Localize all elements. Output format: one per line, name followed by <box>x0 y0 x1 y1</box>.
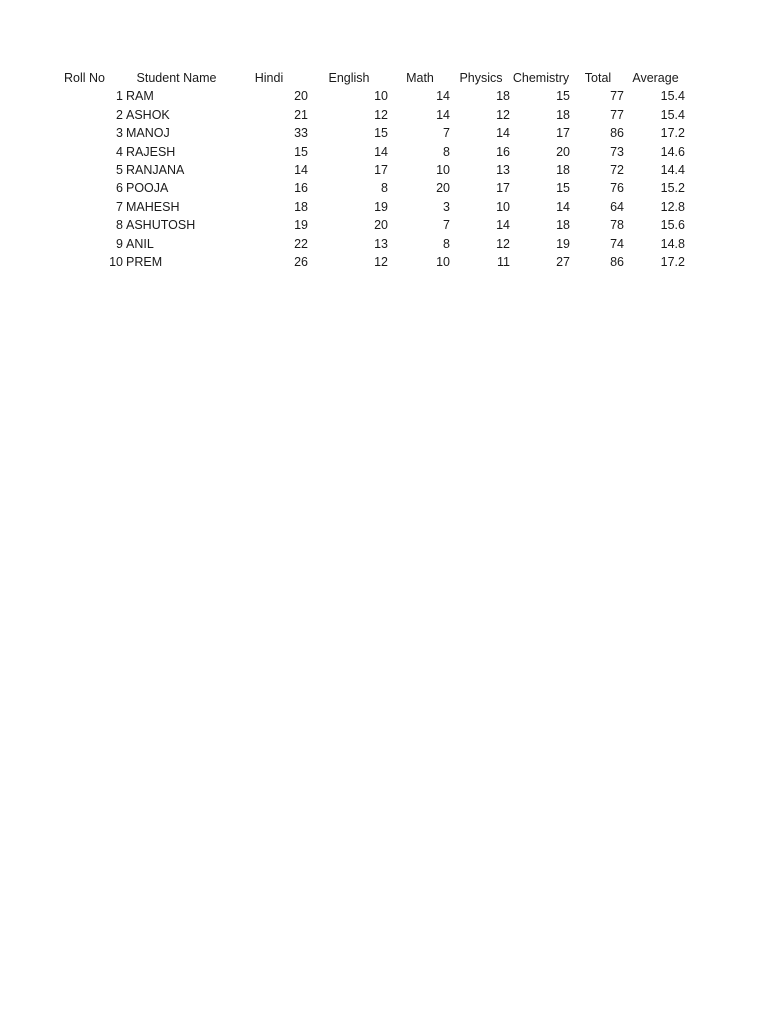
cell-total: 86 <box>610 126 624 141</box>
cell-physics: 11 <box>497 255 510 270</box>
cell-student-name: MANOJ <box>126 126 170 141</box>
table-row <box>62 253 686 271</box>
cell-math: 3 <box>443 199 450 214</box>
cell-english: 17 <box>374 163 388 178</box>
table-row <box>62 235 686 253</box>
header-physics: Physics <box>459 71 503 85</box>
header-english: English <box>328 71 370 85</box>
table-row <box>62 179 686 197</box>
cell-roll-no: 8 <box>116 218 123 233</box>
cell-average: 14.8 <box>660 236 685 251</box>
table-row <box>62 143 686 161</box>
cell-hindi: 22 <box>294 236 308 251</box>
student-marks-table <box>62 69 686 271</box>
cell-english: 13 <box>374 236 388 251</box>
header-total: Total <box>584 71 612 85</box>
cell-average: 15.4 <box>660 107 685 122</box>
cell-total: 72 <box>610 163 624 178</box>
cell-math: 14 <box>436 89 450 104</box>
table-row <box>62 198 686 216</box>
header-roll-no: Roll No <box>64 71 105 85</box>
cell-total: 73 <box>610 144 624 159</box>
cell-hindi: 18 <box>294 199 308 214</box>
cell-math: 7 <box>443 218 450 233</box>
cell-chemistry: 15 <box>556 181 570 196</box>
header-student-name: Student Name <box>136 71 217 85</box>
cell-student-name: ANIL <box>126 236 154 251</box>
cell-chemistry: 27 <box>556 255 570 270</box>
cell-chemistry: 20 <box>556 144 570 159</box>
cell-hindi: 19 <box>294 218 308 233</box>
cell-hindi: 16 <box>294 181 308 196</box>
cell-average: 15.4 <box>660 89 685 104</box>
cell-hindi: 15 <box>294 144 308 159</box>
cell-average: 17.2 <box>660 255 685 270</box>
cell-english: 14 <box>374 144 388 159</box>
header-hindi: Hindi <box>254 71 284 85</box>
cell-hindi: 26 <box>294 255 308 270</box>
cell-physics: 10 <box>496 199 510 214</box>
cell-math: 7 <box>443 126 450 141</box>
cell-hindi: 33 <box>294 126 308 141</box>
cell-total: 77 <box>610 89 624 104</box>
cell-student-name: RAJESH <box>126 144 176 159</box>
cell-roll-no: 6 <box>116 181 123 196</box>
cell-roll-no: 3 <box>116 126 123 141</box>
cell-math: 10 <box>436 255 450 270</box>
table-row <box>62 87 686 105</box>
cell-student-name: RAM <box>126 89 154 104</box>
cell-student-name: PREM <box>126 255 163 270</box>
cell-total: 77 <box>610 107 624 122</box>
cell-chemistry: 18 <box>556 163 570 178</box>
cell-math: 20 <box>436 181 450 196</box>
cell-hindi: 14 <box>294 163 308 178</box>
cell-student-name: ASHUTOSH <box>126 218 196 233</box>
table-row <box>62 124 686 142</box>
cell-english: 15 <box>374 126 388 141</box>
cell-total: 64 <box>610 199 624 214</box>
cell-english: 12 <box>374 255 388 270</box>
header-chemistry: Chemistry <box>512 71 570 85</box>
cell-total: 78 <box>610 218 624 233</box>
cell-student-name: POOJA <box>126 181 169 196</box>
cell-chemistry: 18 <box>556 218 570 233</box>
cell-average: 12.8 <box>660 199 685 214</box>
table-row <box>62 161 686 179</box>
cell-physics: 16 <box>496 144 510 159</box>
header-average: Average <box>632 71 679 85</box>
cell-math: 8 <box>443 236 450 251</box>
cell-chemistry: 17 <box>556 126 570 141</box>
cell-english: 20 <box>374 218 388 233</box>
cell-chemistry: 18 <box>556 107 570 122</box>
table-row <box>62 216 686 234</box>
cell-student-name: MAHESH <box>126 199 180 214</box>
cell-english: 8 <box>381 181 388 196</box>
cell-average: 15.6 <box>660 218 685 233</box>
cell-roll-no: 5 <box>116 163 123 178</box>
header-row <box>62 69 686 87</box>
cell-average: 15.2 <box>660 181 685 196</box>
cell-chemistry: 15 <box>556 89 570 104</box>
cell-total: 74 <box>610 236 624 251</box>
cell-hindi: 21 <box>294 107 308 122</box>
cell-roll-no: 4 <box>116 144 123 159</box>
cell-total: 86 <box>610 255 624 270</box>
cell-average: 14.4 <box>660 163 685 178</box>
cell-physics: 14 <box>496 126 510 141</box>
cell-chemistry: 19 <box>556 236 570 251</box>
cell-average: 17.2 <box>660 126 685 141</box>
cell-roll-no: 2 <box>116 107 123 122</box>
cell-math: 14 <box>436 107 450 122</box>
cell-math: 10 <box>436 163 450 178</box>
cell-physics: 12 <box>496 107 510 122</box>
cell-student-name: RANJANA <box>126 163 185 178</box>
cell-student-name: ASHOK <box>126 107 170 122</box>
cell-roll-no: 9 <box>116 236 123 251</box>
cell-chemistry: 14 <box>556 199 570 214</box>
cell-hindi: 20 <box>294 89 308 104</box>
cell-english: 12 <box>374 107 388 122</box>
cell-physics: 18 <box>496 89 510 104</box>
cell-english: 10 <box>374 89 388 104</box>
table-body <box>62 87 686 271</box>
cell-english: 19 <box>374 199 388 214</box>
cell-average: 14.6 <box>660 144 685 159</box>
cell-math: 8 <box>443 144 450 159</box>
cell-roll-no: 7 <box>116 199 123 214</box>
cell-roll-no: 1 <box>116 89 123 104</box>
header-math: Math <box>406 71 434 85</box>
cell-physics: 13 <box>496 163 510 178</box>
table-row <box>62 106 686 124</box>
cell-physics: 12 <box>496 236 510 251</box>
cell-roll-no: 10 <box>109 255 123 270</box>
cell-total: 76 <box>610 181 624 196</box>
cell-physics: 17 <box>496 181 510 196</box>
cell-physics: 14 <box>496 218 510 233</box>
